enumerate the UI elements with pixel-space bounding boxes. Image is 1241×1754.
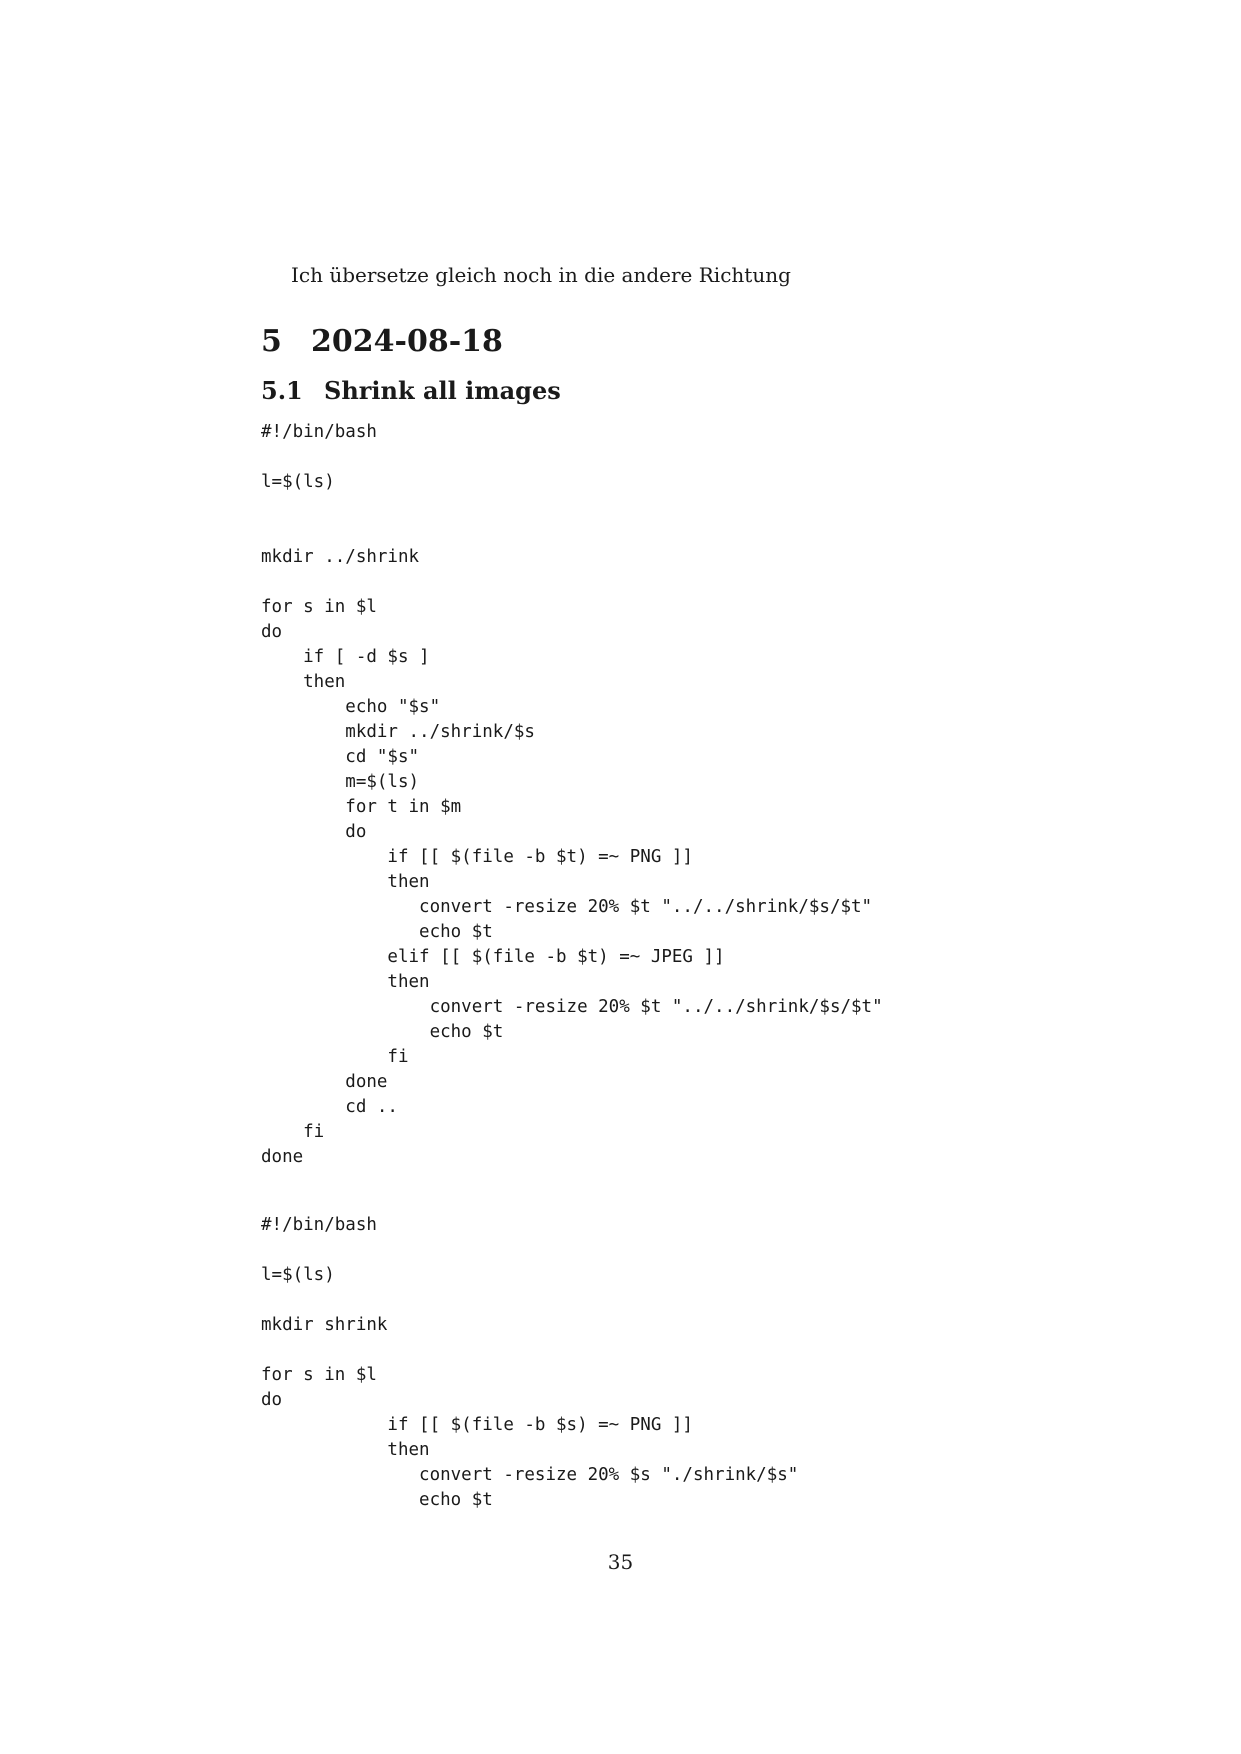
code-line: mkdir shrink	[261, 1315, 388, 1335]
code-line: fi	[261, 1047, 409, 1067]
code-line: done	[261, 1072, 388, 1092]
code-line: elif [[ $(file -b $t) =~ JPEG ]]	[261, 947, 725, 967]
code-line: echo $t	[261, 1490, 493, 1510]
subsection-number: 5.1	[261, 376, 303, 405]
code-line: do	[261, 622, 283, 642]
code-line	[261, 1238, 798, 1263]
code-line: #!/bin/bash	[261, 422, 377, 442]
section-heading	[261, 322, 503, 362]
subsection-heading	[261, 375, 561, 407]
code-line: cd ..	[261, 1097, 398, 1117]
code-line	[261, 495, 883, 520]
code-line: do	[261, 822, 367, 842]
code-line: cd "$s"	[261, 747, 420, 767]
code-block-shrink-files	[261, 1213, 798, 1513]
code-line: echo "$s"	[261, 697, 441, 717]
intro-paragraph: Ich übersetze gleich noch in die andere Richtung	[291, 263, 791, 287]
section-title: 2024-08-18	[311, 324, 503, 359]
code-line: mkdir ../shrink/$s	[261, 722, 535, 742]
code-line: for s in $l	[261, 1365, 377, 1385]
code-line: mkdir ../shrink	[261, 547, 420, 567]
code-line: for t in $m	[261, 797, 462, 817]
code-line: convert -resize 20% $t "../../shrink/$s/$t"	[261, 997, 883, 1017]
code-line: if [[ $(file -b $t) =~ PNG ]]	[261, 847, 693, 867]
code-line	[261, 445, 883, 470]
code-line: m=$(ls)	[261, 772, 420, 792]
code-line: fi	[261, 1122, 325, 1142]
code-line: echo $t	[261, 922, 493, 942]
code-line: for s in $l	[261, 597, 377, 617]
section-number: 5	[261, 324, 282, 359]
code-line: then	[261, 872, 430, 892]
code-line: echo $t	[261, 1022, 504, 1042]
code-line: if [ -d $s ]	[261, 647, 430, 667]
code-line	[261, 1338, 798, 1363]
code-line: done	[261, 1147, 304, 1167]
code-line: then	[261, 672, 346, 692]
code-block-shrink-directories	[261, 420, 883, 1170]
code-line: convert -resize 20% $t "../../shrink/$s/$t"	[261, 897, 873, 917]
code-line: then	[261, 972, 430, 992]
code-line: convert -resize 20% $s "./shrink/$s"	[261, 1465, 799, 1485]
subsection-title: Shrink all images	[324, 376, 561, 405]
code-line: then	[261, 1440, 430, 1460]
code-line	[261, 520, 883, 545]
code-line: do	[261, 1390, 283, 1410]
code-line: #!/bin/bash	[261, 1215, 377, 1235]
code-line	[261, 570, 883, 595]
code-line: l=$(ls)	[261, 1265, 335, 1285]
code-line	[261, 1288, 798, 1313]
page-number: 35	[607, 1550, 634, 1574]
code-line: if [[ $(file -b $s) =~ PNG ]]	[261, 1415, 693, 1435]
code-line: l=$(ls)	[261, 472, 335, 492]
